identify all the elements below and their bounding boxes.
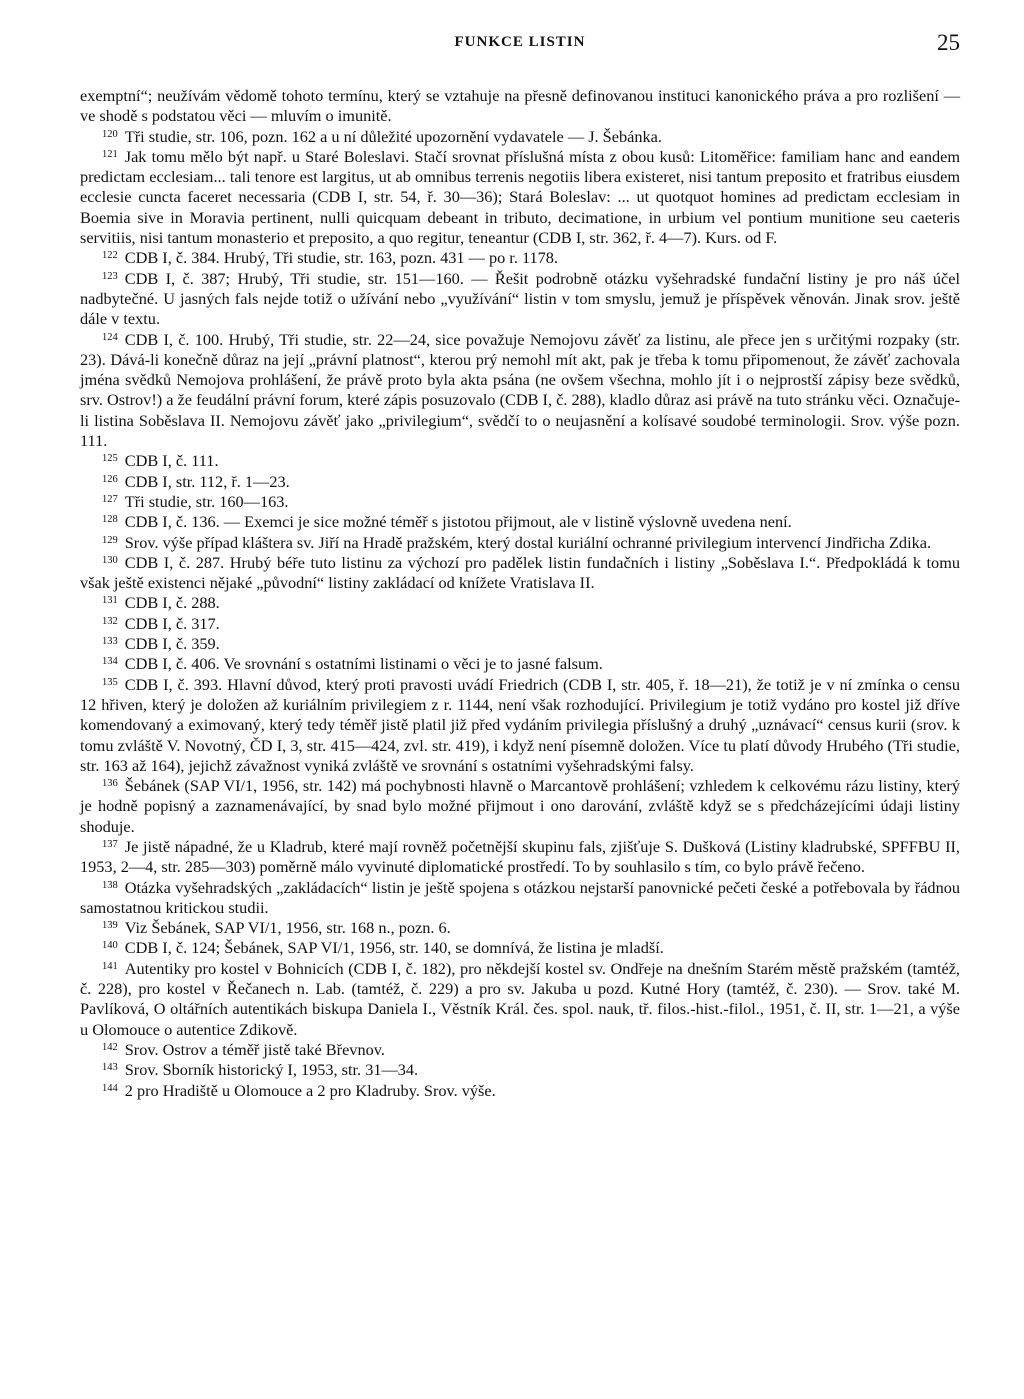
footnote [80,837,960,878]
page-header [80,30,960,60]
footnote-text: exemptní“; neužívám vědomě tohoto termínu, který se vztahuje na přesně definovanou instituci kanonického práva a pro rozlišení — ve shodě s podstatou věci — mluvím o imunitě. [80,86,960,126]
footnote-number: 120 [102,128,118,140]
footnote-text: Jak tomu mělo být např. u Staré Boleslavi. Stačí srovnat příslušná místa z obou kusů: Litoměřice: familiam hanc and eandem predictam ecclesiam... tali tenore est largitus, ut ab omnibus terrenis negotiis libera existeret, nisi tantum preposito et fratribus eiusdem ecclesie cuncta faceret necessaria (CDB I, str. 54, ř. 30—36); Stará Boleslav: ... ut quotquot homines ad predictam ecclesiam in Boemia sive in Moravia pertinent, nulli quicquam debeant in tributo, decimatione, in urbium vel pontium munitione seu caeteris servitiis, nisi tantum monasterio et preposito, a quo regitur, teneantur (CDB I, str. 362, ř. 4—7). Kurs. od F. [80,146,960,248]
footnote-text: CDB I, č. 384. Hrubý, Tři studie, str. 163, pozn. 431 — po r. 1178. [124,248,558,268]
running-title: FUNKCE LISTIN [454,34,586,50]
footnotes-body [80,86,960,1101]
footnote [80,127,960,147]
footnote-number: 129 [102,534,118,546]
footnote-number: 128 [102,514,118,526]
footnote [80,776,960,837]
footnote-text: Srov. Sborník historický I, 1953, str. 31—34. [124,1060,419,1080]
footnote-number: 139 [102,920,118,932]
footnote-text: 2 pro Hradiště u Olomouce a 2 pro Kladruby. Srov. výše. [124,1080,496,1100]
footnote-number: 141 [102,960,118,972]
footnote [80,147,960,248]
footnote-number: 140 [102,940,118,952]
footnote-text: CDB I, č. 406. Ve srovnání s ostatními listinami o věci je to jasné falsum. [124,654,603,674]
footnote [80,614,960,634]
footnote [80,634,960,654]
footnote [80,959,960,1040]
footnote-text: CDB I, č. 288. [124,593,220,613]
footnote-text: CDB I, č. 317. [124,613,220,633]
footnote-text: CDB I, č. 287. Hrubý béře tuto listinu za výchozí pro padělek listin fundačních i listiny „Soběslava I.“. Předpokládá k tomu však ještě existenci nějaké „původní“ listiny zakládací od knížete Vratislava II. [80,552,960,593]
footnote-number: 136 [102,778,118,790]
footnote [80,248,960,268]
footnote-text: CDB I, č. 136. — Exemci je sice možné téměř s jistotou přijmout, ale v listině výslovně uvedena není. [124,512,792,532]
footnote [80,654,960,674]
footnote-text: Autentiky pro kostel v Bohnicích (CDB I, č. 182), pro někdejší kostel sv. Ondřeje na dnešním Starém městě pražském (tamtéž, č. 228), pro kostel v Řečanech n. Lab. (tamtéž, č. 229) a pro sv. Jakuba u pozd. Kutné Hory (tamtéž, č. 230). — Srov. také M. Pavlíková, O oltářních autentikách biskupa Daniela I., Věstník Král. čes. spol. nauk, tř. filos.-hist.-filol., 1951, č. II, str. 1—21, a výše u Olomouce o autentice Zdikově. [80,958,960,1039]
footnote-text: CDB I, č. 100. Hrubý, Tři studie, str. 22—24, sice považuje Nemojovu závěť za listinu, ale přece jen s určitými rozpaky (str. 23). Dává-li konečně důraz na její „právní platnost“, kterou prý nemohl mít akt, pak je třeba k tomu připomenout, že závěť zachovala jména svědků Nemojova prohlášení, že právě proto byla akta psána (ne ovšem všechna, mohlo jít i o nejprostší zápisy beze svědků, srv. Ostrov!) a že feudální právní forum, které zápis posuzovalo (CDB I, č. 288), kladlo důraz asi právě na tuto stránku věci. Označuje-li listina Soběslava II. Nemojovu závěť jako „privilegium“, svědčí to o neujasnění a kolísavé soudobé terminologii. Srov. výše pozn. 111. [80,329,960,451]
footnote-number: 138 [102,879,118,891]
footnote-number: 125 [102,453,118,465]
footnote-text: CDB I, č. 124; Šebánek, SAP VI/1, 1956, str. 140, se domnívá, že listina je mladší. [124,938,664,958]
footnote-number: 142 [102,1041,118,1053]
footnote [80,451,960,471]
footnote [80,918,960,938]
footnote-number: 126 [102,473,118,485]
footnote-number: 127 [102,493,118,505]
footnote-number: 135 [102,676,118,688]
footnote [80,512,960,532]
footnote [80,593,960,613]
footnote-text: Tři studie, str. 160—163. [124,491,289,511]
page-number: 25 [937,30,960,55]
footnote [80,330,960,452]
footnote-number: 123 [102,270,118,282]
footnote-number: 131 [102,595,118,607]
footnote-text: Srov. Ostrov a téměř jistě také Břevnov. [124,1039,385,1059]
footnote-text: Šebánek (SAP VI/1, 1956, str. 142) má pochybnosti hlavně o Marcantově prohlášení; vzhledem k celkovému rázu listiny, který je hodně popisný a zaznamenávající, by snad bylo možné přijmout i ono darování, zvláště když se s předcházejícími údaji listiny shoduje. [80,776,960,836]
footnote [80,492,960,512]
footnote-text: CDB I, č. 387; Hrubý, Tři studie, str. 151—160. — Řešit podrobně otázku vyšehradské fundační listiny je pro náš účel nadbytečné. U jasných fals nejde totiž o užívání nebo „využívání“ listin v tom smyslu, jemuž je příspěvek věnován. Jinak srov. ještě dále v textu. [80,268,960,329]
footnote [80,1060,960,1080]
footnote [80,1081,960,1101]
footnote-number: 143 [102,1062,118,1074]
footnote-text: Srov. výše případ kláštera sv. Jiří na Hradě pražském, který dostal kuriální ochranné privilegium intervencí Jindřicha Zdika. [124,532,932,552]
footnote-text: CDB I, č. 111. [124,451,219,471]
footnote [80,553,960,594]
footnote-number: 134 [102,656,118,668]
footnote-number: 137 [102,838,118,850]
footnote-number: 122 [102,250,118,262]
footnote [80,938,960,958]
footnote [80,1040,960,1060]
footnote-number: 133 [102,636,118,648]
footnote-text: Je jistě nápadné, že u Kladrub, které mají rovněž početnější skupinu fals, zjišťuje S. Dušková (Listiny kladrubské, SPFFBU II, 1953, 2—4, str. 285—303) poměrně málo vyvinuté diplomatické prostředí. To by souhlasilo s tím, co bylo právě řečeno. [80,836,960,877]
footnote-text: CDB I, str. 112, ř. 1—23. [124,471,290,491]
footnote-number: 121 [102,148,118,160]
footnote-number: 132 [102,615,118,627]
footnote [80,675,960,776]
footnote-text: Otázka vyšehradských „zakládacích“ listin je ještě spojena s otázkou nejstarší panovnické pečeti české a potřebovala by řádnou samostatnou kritickou studii. [80,877,960,917]
footnote-number: 124 [102,331,118,343]
footnote [80,878,960,919]
footnote [80,472,960,492]
footnote [80,533,960,553]
footnote-number: 144 [102,1082,118,1094]
footnote-text: Viz Šebánek, SAP VI/1, 1956, str. 168 n., pozn. 6. [124,918,451,938]
footnote-text: CDB I, č. 359. [124,634,220,654]
footnote [80,86,960,127]
footnote-number: 130 [102,554,118,566]
footnote-text: Tři studie, str. 106, pozn. 162 a u ní důležité upozornění vydavatele — J. Šebánka. [124,126,662,146]
footnote-text: CDB I, č. 393. Hlavní důvod, který proti pravosti uvádí Friedrich (CDB I, str. 405, ř. 18—21), že totiž je v ní zmínka o censu 12 hřiven, který je doložen až kuriálním privilegiem z r. 1144, není však rozhodující. Privilegium je totiž vydáno pro kostel již dříve komendovaný a eximovaný, který tedy téměř jistě platil již před vydáním privilegia příslušný a druhý „uznávací“ census kurii (srov. k tomu zvláště V. Novotný, ČD I, 3, str. 415—424, zvl. str. 419), i když není písemně doložen. Více tu platí důvody Hrubého (Tři studie, str. 163 až 164), jejichž závažnost vyniká zvláště ve srovnání s ostatními vyšehradskými falsy. [80,674,960,775]
footnote [80,269,960,330]
